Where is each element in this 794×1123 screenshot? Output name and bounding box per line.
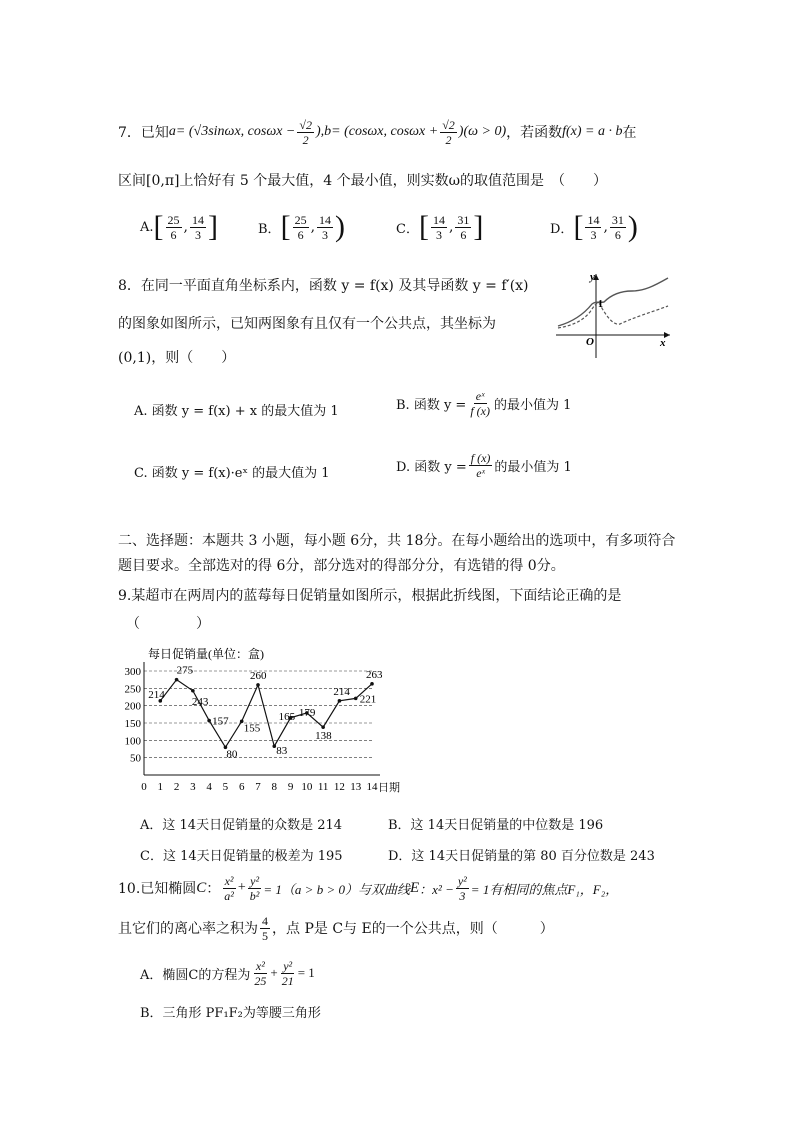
x-tick-label: 5: [222, 781, 229, 793]
function-graph: [552, 266, 672, 361]
data-label: 83: [276, 745, 288, 758]
x-tick-label: 14: [366, 781, 378, 793]
data-label: 155: [243, 722, 261, 735]
x-tick-label: 13: [350, 781, 362, 793]
q9-option-c[interactable]: C．这 14天日促销量的极差为 195: [140, 849, 343, 864]
x-tick-label: 2: [173, 781, 180, 793]
y-tick-label: 50: [130, 752, 141, 765]
data-label: 138: [315, 730, 332, 743]
chart-title: 每日促销量(单位：盒): [148, 647, 264, 661]
q7-number: 7．: [118, 125, 141, 141]
omega-condition: (ω > 0): [463, 124, 507, 139]
q9-line2: （ ）: [126, 616, 210, 632]
data-label: 179: [298, 706, 316, 719]
data-point: [256, 683, 260, 687]
x-tick-label: 3: [190, 781, 196, 793]
data-label: 214: [148, 688, 165, 701]
q7-intro: 已知: [140, 125, 169, 141]
section2-line2: 题目要求。全部选对的得 6分，部分选对的得部分分，有选错的得 0分。: [118, 558, 565, 574]
q7-option-d[interactable]: D． [ $\frac{14}{3}$ , $\frac{31}{6}$ ): [550, 210, 638, 243]
q8-line3: (0,1)，则（ ）: [118, 350, 236, 366]
q9-option-a[interactable]: A．这 14天日促销量的众数是 214: [140, 818, 343, 833]
data-label: 157: [212, 715, 229, 728]
data-point: [354, 697, 358, 701]
q7-option-b[interactable]: B． [ $\frac{25}{6}$ , $\frac{14}{3}$ ): [258, 210, 346, 243]
f-definition: f(x) = a · b: [562, 124, 623, 139]
sqrt2-over-2-b: $\frac{√2}{2}$: [442, 117, 455, 147]
data-point: [191, 689, 195, 693]
y-tick-label: 100: [124, 735, 141, 748]
q10-line2: 且它们的离心率之积为 $\frac{4}{5}$ ，点 P是 C与 E的一个公共点，则（ ）: [118, 913, 554, 943]
sales-line-chart: [116, 644, 416, 794]
q8-line1: 8．在同一平面直角坐标系内，函数 y = f(x) 及其导函数 y = f′(x): [118, 278, 529, 294]
q9-option-b[interactable]: B．这 14天日促销量的中位数是 196: [388, 818, 604, 833]
q7-line1: [118, 112, 637, 152]
data-label: 260: [250, 669, 267, 682]
q9-line1: 9.某超市在两周内的蓝莓每日促销量如图所示，根据此折线图，下面结论正确的是: [118, 588, 622, 604]
x-tick-label: 6: [238, 781, 245, 793]
q7-options: [140, 210, 660, 250]
y-tick-label: 150: [124, 718, 141, 730]
q10-option-a[interactable]: A．椭圆C的方程为 $\frac{\text{x²}}{25}$ + $\frac{\text{y²}}{21}$ = 1: [140, 958, 315, 988]
x-tick-label: 0: [141, 781, 147, 793]
x-axis-title: 日期: [378, 782, 400, 794]
section2-line1: 二、选择题：本题共 3 小题，每小题 6分，共 18分。在每小题给出的选项中，有多项符合: [118, 533, 676, 549]
data-point: [338, 699, 342, 703]
vector-a-def: = (√3sinωx, cosωx −: [175, 124, 296, 139]
y-tick-label: 200: [124, 700, 141, 713]
data-label: 263: [366, 668, 383, 681]
x-tick-label: 12: [333, 781, 345, 793]
q8-option-c[interactable]: C. 函数 y = f(x)·eˣ 的最大值为 1: [134, 466, 330, 481]
x-tick-label: 4: [206, 781, 212, 793]
data-label: 214: [333, 685, 350, 698]
data-point: [321, 725, 325, 729]
y-tick-labels: [125, 666, 142, 765]
q7-end: 在: [622, 125, 637, 141]
intersection-label: 1: [598, 299, 603, 310]
q8-option-a[interactable]: A. 函数 y = f(x) + x 的最大值为 1: [134, 404, 339, 419]
x-axis-label: x: [660, 337, 666, 349]
q8-line2: 的图象如图所示，已知两图象有且仅有一个公共点，其坐标为: [118, 316, 496, 332]
x-tick-label: 11: [317, 781, 329, 793]
data-label: 221: [359, 693, 377, 706]
sqrt2-over-2-a: $\frac{√2}{2}$: [299, 117, 312, 147]
vector-a: a: [168, 124, 176, 139]
q7-option-a[interactable]: A. [ $\frac{25}{6}$ , $\frac{14}{3}$ ]: [140, 210, 218, 243]
q8-option-b[interactable]: B. 函数 y = $\frac{\text{eˣ}}{f (x)}$ 的最小值为 1: [396, 389, 572, 418]
x-tick-label: 7: [255, 781, 261, 793]
q9-option-d[interactable]: D．这 14天日促销量的第 80 百分位数是 243: [388, 849, 655, 864]
data-label: 80: [226, 748, 238, 761]
q10-line1: 10.已知椭圆 C ： $\frac{\text{x²}}{\text{a²}}$ + $\frac{\text{y²}}{\text{b²}}$ = 1（a > b > 0）与双曲线 E ：x² − $\frac{\text{y²}}{3}$ = 1有相同的焦点F₁，F₂，: [118, 873, 619, 903]
data-label: 275: [176, 664, 194, 677]
paren-close-b: ): [458, 124, 464, 139]
q7-line2: 区间[0,π]上恰好有 5 个最大值，4 个最小值，则实数ω的取值范围是 （ ）: [118, 173, 608, 189]
x-tick-label: 1: [157, 781, 164, 793]
q10-option-b[interactable]: B．三角形 PF₁F₂为等腰三角形: [140, 1006, 321, 1021]
y-tick-label: 250: [124, 683, 141, 696]
x-tick-label: 8: [271, 781, 278, 793]
data-point: [207, 719, 211, 723]
q7-option-c[interactable]: C． [ $\frac{14}{3}$ , $\frac{31}{6}$ ]: [396, 210, 484, 243]
f-curve: [558, 278, 668, 326]
x-tick-label: 10: [301, 781, 313, 793]
x-tick-label: 9: [287, 781, 294, 793]
y-axis-label: y: [590, 271, 595, 283]
data-point: [370, 682, 374, 686]
data-label: 243: [191, 695, 209, 708]
vector-b-def: = (cosωx, cosωx +: [331, 124, 439, 139]
data-label: 165: [278, 710, 296, 723]
paren-close: ),: [315, 124, 325, 139]
x-tick-labels: [141, 781, 378, 793]
f-prime-curve: [558, 303, 668, 328]
vector-b: b: [324, 124, 332, 139]
y-tick-label: 300: [124, 666, 141, 678]
q8-option-d[interactable]: D. 函数 y = $\frac{f (x)}{\text{eˣ}}$ 的最小值为 1: [396, 451, 572, 480]
origin-label: O: [586, 336, 594, 348]
data-point: [175, 678, 179, 682]
q7-mid: ，若函数: [506, 125, 563, 141]
